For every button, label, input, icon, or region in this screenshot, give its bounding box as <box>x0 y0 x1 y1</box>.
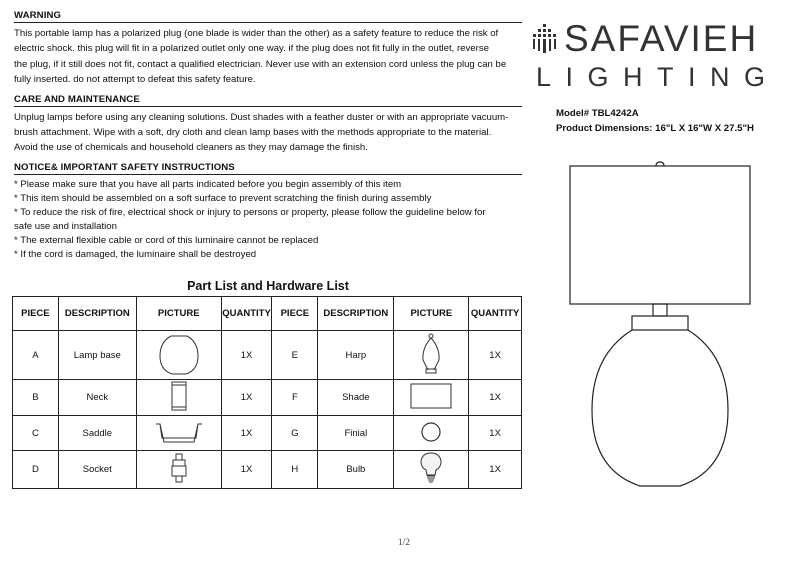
instructions-column <box>14 10 522 262</box>
notice-line: * The external flexible cable or cord of this luminaire cannot be replaced <box>14 234 319 246</box>
notice-title: NOTICE& IMPORTANT SAFETY INSTRUCTIONS <box>14 162 522 175</box>
care-title: CARE AND MAINTENANCE <box>14 94 522 107</box>
notice-line: * Please make sure that you have all parts indicated before you begin assembly of this item <box>14 178 402 190</box>
page-number: 1/2 <box>397 538 411 548</box>
warning-line: This portable lamp has a polarized plug (one blade is wider than the other) as a safety feature to reduce the risk of <box>14 28 499 39</box>
piece-cell: B <box>13 380 59 416</box>
picture-cell <box>136 451 221 489</box>
saddle-icon <box>152 418 206 446</box>
brand-name: SAFAVIEH <box>564 18 759 59</box>
piece-cell: C <box>13 416 59 451</box>
description-cell: Finial <box>318 416 394 451</box>
brand-sub: LIGHTING <box>536 62 780 92</box>
description-cell: Harp <box>318 331 394 380</box>
chandelier-logo-icon <box>528 22 562 56</box>
table-header-row <box>13 297 522 331</box>
quantity-cell: 1X <box>469 451 522 489</box>
parts-list-title: Part List and Hardware List <box>187 279 349 293</box>
description-cell: Saddle <box>58 416 136 451</box>
description-cell: Socket <box>58 451 136 489</box>
piece-cell: D <box>13 451 59 489</box>
description-cell: Neck <box>58 380 136 416</box>
description-cell: Lamp base <box>58 331 136 380</box>
warning-line: electric shock. this plug will fit in a polarized outlet only one way. if the plug does not fit fully in the outlet, reverse <box>14 43 489 55</box>
quantity-cell: 1X <box>469 331 522 380</box>
header-piece: PIECE <box>13 297 59 331</box>
quantity-cell: 1X <box>221 331 272 380</box>
header-quantity: QUANTITY <box>469 297 522 331</box>
piece-cell: A <box>13 331 59 380</box>
quantity-cell: 1X <box>221 451 272 489</box>
notice-line: * To reduce the risk of fire, electrical shock or injury to persons or property, please follow the guideline below for <box>14 206 486 218</box>
picture-cell <box>394 331 469 380</box>
product-dimensions: Product Dimensions: 16"L X 16"W X 27.5"H <box>556 122 754 134</box>
table-row <box>13 416 522 451</box>
bulb-icon <box>419 451 443 485</box>
picture-cell <box>394 451 469 489</box>
brand-logo <box>528 18 788 98</box>
table-row <box>13 380 522 416</box>
model-number: Model# TBL4242A <box>556 108 639 119</box>
quantity-cell: 1X <box>469 380 522 416</box>
description-cell: Bulb <box>318 451 394 489</box>
picture-cell <box>136 331 221 380</box>
quantity-cell: 1X <box>221 416 272 451</box>
care-line: Unplug lamps before using any cleaning solutions. Dust shades with a feather duster or with an appropriate vacuum- <box>14 111 509 123</box>
shade-outline <box>570 166 750 304</box>
header-description: DESCRIPTION <box>58 297 136 331</box>
piece-cell: H <box>272 451 318 489</box>
picture-cell <box>136 416 221 451</box>
header-picture: PICTURE <box>394 297 469 331</box>
picture-cell <box>394 416 469 451</box>
parts-table <box>12 296 522 489</box>
table-row <box>13 451 522 489</box>
neck-icon <box>167 380 191 412</box>
socket-icon <box>167 452 191 484</box>
picture-cell <box>394 380 469 416</box>
header-description: DESCRIPTION <box>318 297 394 331</box>
warning-title: WARNING <box>14 10 522 23</box>
quantity-cell: 1X <box>221 380 272 416</box>
care-text <box>14 110 522 156</box>
piece-cell: E <box>272 331 318 380</box>
piece-cell: F <box>272 380 318 416</box>
neck-outline <box>653 304 667 316</box>
quantity-cell: 1X <box>469 416 522 451</box>
finial-outline <box>656 162 664 166</box>
notice-line: * This item should be assembled on a soft surface to prevent scratching the finish during assembly <box>14 192 432 204</box>
product-info <box>556 107 754 136</box>
description-cell: Shade <box>318 380 394 416</box>
piece-cell: G <box>272 416 318 451</box>
finial-icon <box>419 420 443 444</box>
picture-cell <box>136 380 221 416</box>
harp-icon <box>416 332 446 376</box>
notice-text <box>14 178 522 262</box>
table-row <box>13 331 522 380</box>
care-line: Avoid the use of chemicals and household cleaners as they may damage the finish. <box>14 142 368 154</box>
lamp-illustration <box>560 160 760 490</box>
lamp-base-icon <box>154 332 204 376</box>
notice-line: * If the cord is damaged, the luminaire shall be destroyed <box>14 248 257 260</box>
care-line: brush attachment. Wipe with a soft, dry cloth and clean lamp bases with the methods appropriate to the material. <box>14 127 492 139</box>
notice-line: safe use and installation <box>14 220 117 232</box>
header-piece: PIECE <box>272 297 318 331</box>
header-quantity: QUANTITY <box>221 297 272 331</box>
base-outline <box>592 330 728 486</box>
warning-line: fully inserted. do not attempt to defeat this safety feature. <box>14 74 256 86</box>
warning-text <box>14 26 522 88</box>
shade-icon <box>409 381 453 411</box>
warning-line: the plug, if it still does not fit, contact a qualified electrician. Never use with an extension cord unless the plug can be <box>14 58 507 70</box>
collar-outline <box>632 316 688 330</box>
header-picture: PICTURE <box>136 297 221 331</box>
